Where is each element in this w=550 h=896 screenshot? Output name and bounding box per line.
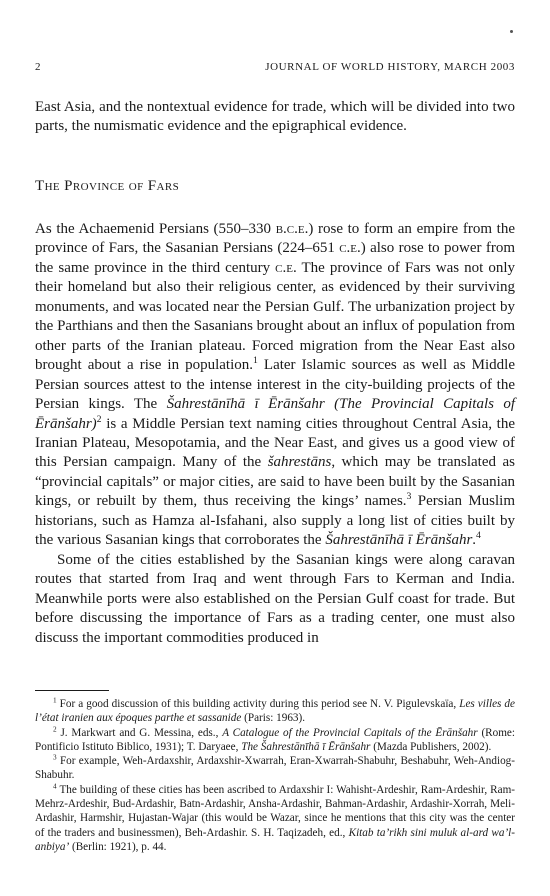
scan-speck	[510, 30, 513, 33]
cited-title: Šahrestānīhā ī Ērānšahr	[325, 532, 473, 549]
footnote-ref-2: 2	[96, 413, 102, 425]
footnote-ref-3: 3	[406, 491, 412, 503]
intro-text: East Asia, and the nontextual evidence for trade, which will be divided into two parts, the numismatic evidence and the epigraphical evidence.	[35, 99, 515, 135]
footnote-3: $^3$ For example, Weh-Ardaxshir, Ardaxshir-Xwarrah, Eran-Xwarrah-Shabuhr, Beshabuhr, Weh-Andiog-Shabuhr.	[35, 753, 515, 782]
running-header	[35, 60, 515, 74]
page-number: 2	[35, 61, 42, 73]
footnote-4: $^4$ The building of these cities has been ascribed to Ardaxshir I: Wahisht-Ardeshir, Ram-Ardeshir, Ram-Mehrz-Ardeshir, Bud-Ardashir, Batn-Ardashir, Ansha-Ardashir, Bahman-Ardashir, Ardashir-Xorrah, Meli-Ardashir, Harmshir, Hujastan-Wajar (this would be Wazar, since he mentions that this city was the center of the traders and businessmen), Beh-Ardashir. S. H. Taqizadeh, ed., Kitab ta’rikh sini muluk al-ard wa’l-anbiya’ (Berlin: 1921), p. 44.	[35, 782, 515, 853]
footnotes	[35, 697, 515, 854]
running-head-title: JOURNAL OF WORLD HISTORY, MARCH 2003	[265, 61, 515, 73]
cited-term: šahrestāns	[267, 454, 332, 471]
section-body	[35, 220, 515, 648]
section-heading: The Province of Fars	[35, 178, 180, 194]
intro-paragraph	[35, 98, 515, 137]
footnote-ref-4: 4	[476, 530, 481, 542]
footnote-divider	[35, 690, 109, 691]
body-paragraph-2: Some of the cities established by the Sasanian kings were along caravan routes that started from Iraq and went through Fars to Kerman and India. Meanwhile ports were also established on the Persian Gulf coast for trade. But before discussing the importance of Fars as a trading center, one must also discuss the important commodities produced in	[35, 551, 515, 646]
footnote-ref-1: 1	[253, 355, 258, 367]
cited-title: Šahrestānīhā ī Ērānšahr (The Provincial Capitals of Ērānšahr)	[35, 396, 515, 432]
footnote-1: $^1$ For a good discussion of this building activity during this period see N. V. Pigulevskaïa, Les villes de l’état iranien aux époques parthe et sassanide (Paris: 1963).	[35, 696, 515, 725]
body-paragraph-1: As the Achaemenid Persians (550–330 b.c.e.) rose to form an empire from the province of Fars, the Sasanian Persians (224–651 c.e.) also rose to power from the same province in the third century c.e. The province of Fars was not only their homeland but also their religious center, as evidenced by their surviving monuments, and was located near the Persian Gulf. The urbanization project by the Parthians and then the Sasanians brought about an influx of population from other parts of the Iranian plateau. Forced migration from the Near East also brought about a rise in population.$^1$ Later Islamic sources as well as Middle Persian sources attest to the intense interest in the city-building projects of the Persian kings. The Šahrestānīhā ī Ērānšahr (The Provincial Capitals of Ērānšahr)$^2$ is a Middle Persian text naming cities throughout Central Asia, the Iranian Plateau, Mesopotamia, and the Near East, and gives us a good view of this Persian campaign. Many of the šahrestāns, which may be translated as “provincial capitals” or major cities, are said to have been built by the Sasanian kings, or rebuilt by them, thus receiving the kings’ names.$^3$ Persian Muslim historians, such as Hamza al-Isfahani, also supply a long list of cities built by the various Sasanian kings that corroborates the Šahrestānīhā ī Ērānšahr.$^4$	[35, 221, 515, 549]
footnote-2: $^2$ J. Markwart and G. Messina, eds., A Catalogue of the Provincial Capitals of the Ērānšahr (Rome: Pontificio Istituto Biblico, 1931); T. Daryaee, The Šahrestānīhā ī Ērānšahr (Mazda Publishers, 2002).	[35, 725, 516, 753]
